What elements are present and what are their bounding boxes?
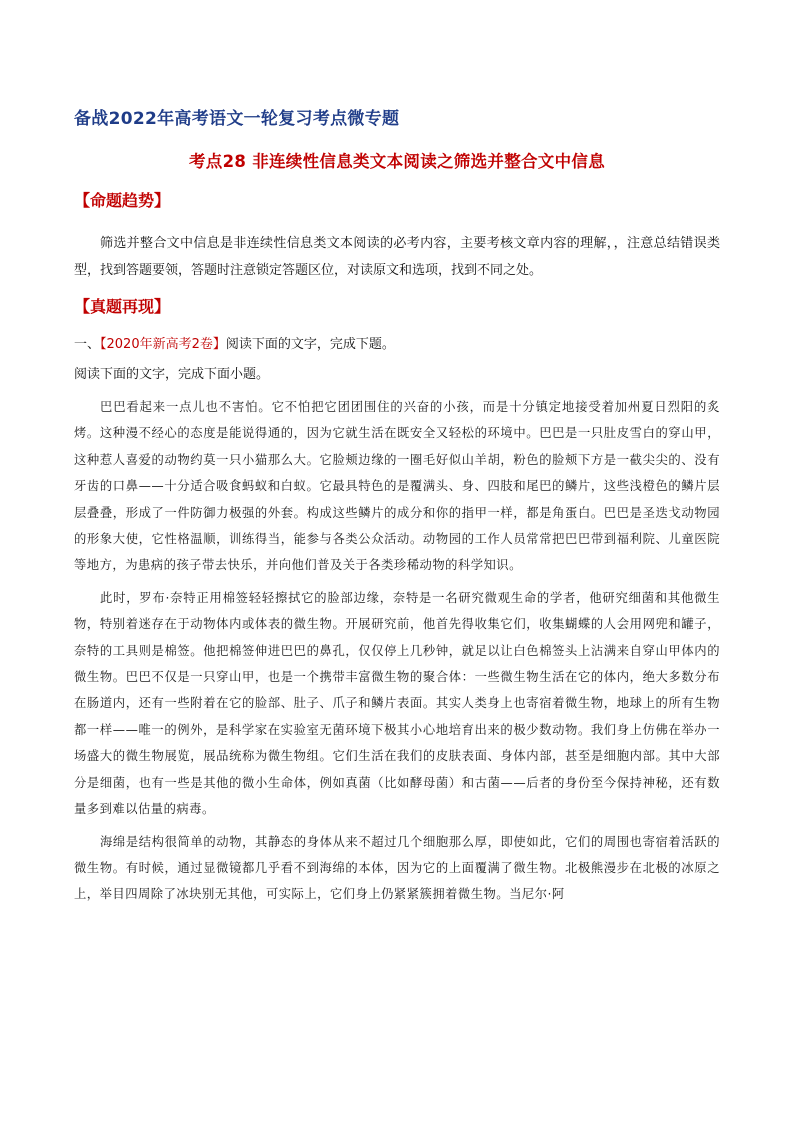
question-source: 【2020年新高考2卷】 <box>100 337 226 352</box>
article-paragraph: 此时，罗布·奈特正用棉签轻轻擦拭它的脸部边缘，奈特是一名研究微观生命的学者，他研究细菌和其他微生物，特别着迷存在于动物体内或体表的微生物。开展研究前，他首先得收集它们，收集蝴蝶的人会用网兜和罐子，奈特的工具则是棉签。他把棉签伸进巴巴的鼻孔，仅仅停上几秒钟，就足以让白色棉签头上沾满来自穿山甲体内的微生物。巴巴不仅是一只穿山甲，也是一个携带丰富微生物的聚合体：一些微生物生活在它的体内，绝大多数分布在肠道内，还有一些附着在它的脸部、肚子、爪子和鳞片表面。其实人类身上也寄宿着微生物，地球上的所有生物都一样——唯一的例外，是科学家在实验室无菌环境下极其小心地培育出来的极少数动物。我们身上仿佛在举办一场盛大的微生物展览，展品统称为微生物组。它们生活在我们的皮肤表面、身体内部，甚至是细胞内部。其中大部分是细菌，也有一些是其他的微小生命体，例如真菌（比如酵母菌）和古菌——后者的身份至今保持神秘，还有数量多到难以估量的病毒。 <box>74 590 720 817</box>
main-title: 考点28 非连续性信息类文本阅读之筛选并整合文中信息 <box>188 152 605 171</box>
question-text: 阅读下面的文字，完成下题。 <box>225 337 395 352</box>
section-heading-real: 【真题再现】 <box>74 297 171 316</box>
question-prefix: 一、 <box>74 337 101 352</box>
article-paragraph: 巴巴看起来一点儿也不害怕。它不怕把它团团围住的兴奋的小孩，而是十分镇定地接受着加州夏日烈阳的炙烤。这种漫不经心的态度是能说得通的，因为它就生活在既安全又轻松的环境中。巴巴是一只肚皮雪白的穿山甲，这种惹人喜爱的动物约莫一只小猫那么大。它脸颊边缘的一圈毛好似山羊胡，粉色的脸颊下方是一截尖尖的、没有牙齿的口鼻——十分适合吸食蚂蚁和白蚁。它最具特色的是覆满头、身、四肢和尾巴的鳞片，这些浅橙色的鳞片层层叠叠，形成了一件防御力极强的外套。构成这些鳞片的成分和你的指甲一样，都是角蛋白。巴巴是圣迭戈动物园的形象大使，它性格温顺，训练得当，能参与各类公众活动。动物园的工作人员常常把巴巴带到福利院、儿童医院等地方，为患病的孩子带去快乐，并向他们普及关于各类珍稀动物的科学知识。 <box>74 400 720 573</box>
question-instruction: 阅读下面的文字，完成下面小题。 <box>74 367 270 382</box>
article-body <box>74 394 720 914</box>
series-title: 备战2022年高考语文一轮复习考点微专题 <box>74 109 400 129</box>
section-heading-trend: 【命题趋势】 <box>74 191 171 210</box>
question-line <box>74 333 395 352</box>
trend-paragraph: 筛选并整合文中信息是非连续性信息类文本阅读的必考内容，主要考核文章内容的理解，，注意总结错误类型，找到答题要领，答题时注意锁定答题区位，对读原文和选项，找到不同之处。 <box>74 236 720 278</box>
article-paragraph: 海绵是结构很简单的动物，其静态的身体从来不超过几个细胞那么厚，即使如此，它们的周围也寄宿着活跃的微生物。有时候，通过显微镜都几乎看不到海绵的本体，因为它的上面覆满了微生物。北极熊漫步在北极的冰原之上，举目四周除了冰块别无其他，可实际上，它们身上仍紧紧簇拥着微生物。当尼尔·阿 <box>74 834 720 902</box>
